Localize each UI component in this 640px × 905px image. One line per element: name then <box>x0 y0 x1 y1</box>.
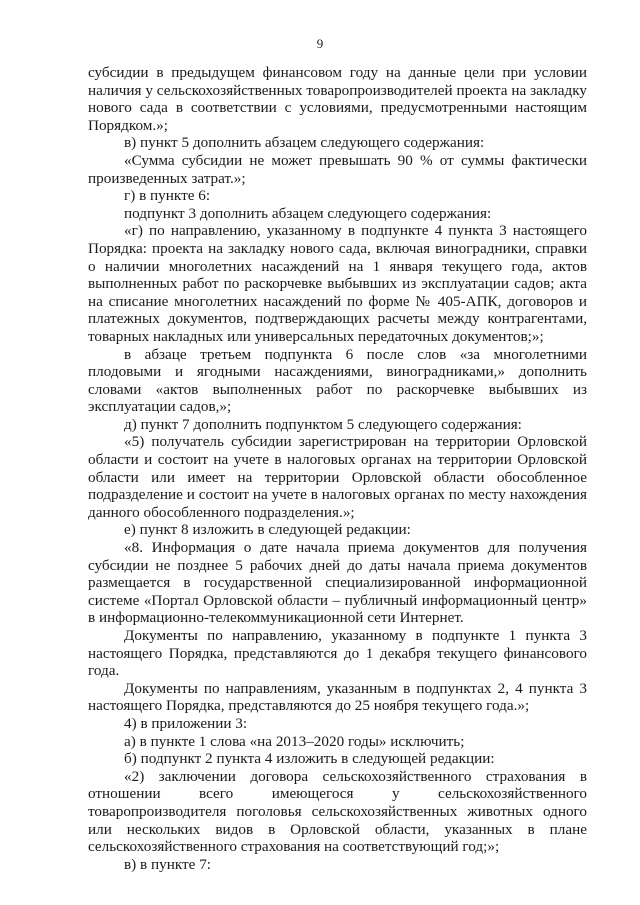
paragraph-3: «Сумма субсидии не может превышать 90 % от суммы фактически произведенных затрат.»; <box>88 151 587 187</box>
paragraph-9: «5) получатель субсидии зарегистрирован на территории Орловской области и состоит на учете в налоговых органах на территории Орловской области или имеет на территории Орловской области обособленное подразделение и состоит на учете в налоговых органах по месту нахождения данного обособленного подразделения.»; <box>88 433 587 521</box>
paragraph-7: в абзаце третьем подпункта 6 после слов «за многолетними плодовыми и ягодными насаждениями, виноградниками,» дополнить словами «актов выполненных работ по раскорчевке выбывших из эксплуатации садов,»; <box>88 345 587 416</box>
paragraph-13: Документы по направлениям, указанным в подпунктах 2, 4 пункта 3 настоящего Порядка, представляются до 25 ноября текущего года.»; <box>88 679 587 715</box>
paragraph-15: а) в пункте 1 слова «на 2013–2020 годы» исключить; <box>124 732 465 750</box>
paragraph-11: «8. Информация о дате начала приема документов для получения субсидии не позднее 5 рабочих дней до даты начала приема документов размещается в государственной специализированной информационной системе «Портал Орловской области – публичный информационный центр» в информационно-телекоммуникационной сети Интернет. <box>88 539 587 627</box>
paragraph-12: Документы по направлению, указанному в подпункте 1 пункта 3 настоящего Порядка, представляются до 1 декабря текущего финансового года. <box>88 627 587 680</box>
paragraph-17: «2) заключении договора сельскохозяйственного страхования в отношении всего имеющегося у сельскохозяйственного товаропроизводителя поголовья сельскохозяйственных животных одного или нескольких видов в Орловской области, указанных в плане сельскохозяйственного страхования на соответствующий год;»; <box>88 767 587 856</box>
paragraph-1: субсидии в предыдущем финансовом году на данные цели при условии наличия у сельскохозяйственных товаропроизводителей проекта на закладку нового сада в соответствии с условиями, предусмотренными настоящим Порядком.»; <box>88 64 587 134</box>
paragraph-18: в) в пункте 7: <box>124 855 212 873</box>
paragraph-8: д) пункт 7 дополнить подпунктом 5 следующего содержания: <box>124 415 522 433</box>
paragraph-2: в) пункт 5 дополнить абзацем следующего содержания: <box>124 134 485 152</box>
paragraph-10: е) пункт 8 изложить в следующей редакции: <box>124 521 411 539</box>
paragraph-4: г) в пункте 6: <box>124 187 211 205</box>
paragraph-16: б) подпункт 2 пункта 4 изложить в следующей редакции: <box>124 750 495 768</box>
paragraph-5: подпункт 3 дополнить абзацем следующего содержания: <box>124 204 492 222</box>
paragraph-6: «г) по направлению, указанному в подпункте 4 пункта 3 настоящего Порядка: проекта на закладку нового сада, включая виноградники, справки о наличии многолетних насаждений на 1 января текущего года, актов выполненных работ по раскорчевке выбывших из эксплуатации садов; акта на списание многолетних насаждений по форме № 405-АПК, договоров и платежных документов, подтверждающих расчеты между контрагентами, товарных накладных или универсальных передаточных документов;»; <box>88 222 587 345</box>
document-body <box>88 64 587 873</box>
paragraph-14: 4) в приложении 3: <box>124 714 248 732</box>
page-number: 9 <box>316 36 324 51</box>
